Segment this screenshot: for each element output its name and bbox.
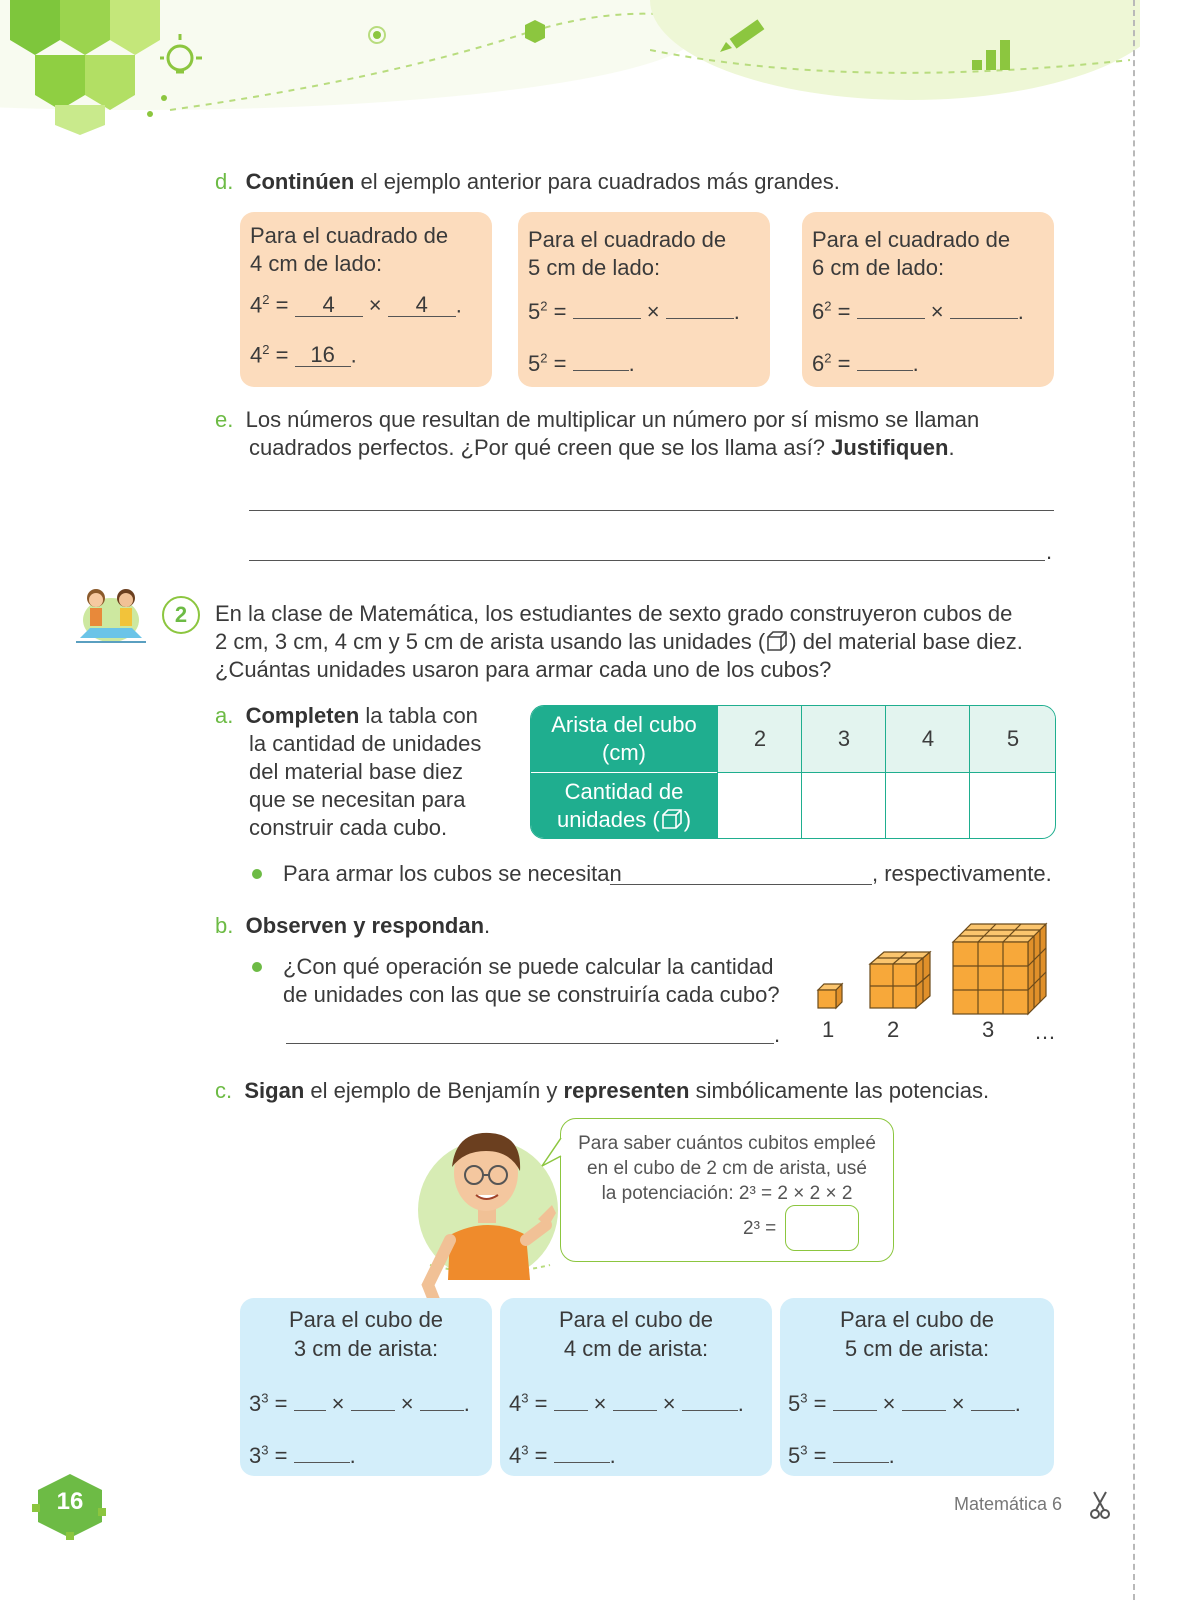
box-line2: 3 cm de arista: [293,1336,439,1361]
equation-result: $6^2$ = . [812,348,919,377]
bubble-tail [540,1138,564,1168]
units-input-cell[interactable] [801,772,886,838]
edge-cell: 5 [969,706,1056,772]
bubble-line2: en el cubo de 2 cm de arista, usé [587,1158,867,1179]
factor-blank[interactable] [554,1388,588,1411]
scissors-icon [1088,1490,1112,1520]
equation-result: $4^2 = 16$ . [250,342,357,368]
equation-product: $5^3$ = × × . [788,1388,1021,1417]
equation-result: $5^2$ = . [528,348,635,377]
unit-cube-icon [660,808,684,830]
square-box-6 [802,212,1054,387]
equation-result: $4^3$ = . [509,1440,616,1469]
factor-blank[interactable] [950,296,1018,319]
header-right-decoration [650,0,1140,110]
section-b-q1: ¿Con qué operación se puede calcular la cantidad [283,954,774,979]
result-blank[interactable] [857,348,913,371]
section-a-line2: la cantidad de unidades [249,731,482,756]
section-d-instruction: d. Continúen el ejemplo anterior para cuadrados más grandes. [215,169,840,194]
box-line1: Para el cuadrado de [812,227,1011,252]
bullet-dot [252,962,262,972]
cube-label: 2 [887,1017,900,1042]
cut-line [1133,0,1135,1600]
section-a-instruction: a. Completen la tabla con [215,703,478,728]
edge-cell: 3 [801,706,886,772]
bubble-line1: Para saber cuántos cubitos empleé [578,1133,876,1154]
factor-blank[interactable] [833,1388,877,1411]
equation-product: $4^2 = 4 \times 4$ . [250,292,462,318]
section-e-question: e. Los números que resultan de multiplicar un número por sí mismo se llaman [215,407,980,432]
factor-blank[interactable] [902,1388,946,1411]
edge-cell: 2 [717,706,802,772]
problem-number-badge: 2 [162,596,200,634]
result-blank[interactable] [833,1440,889,1463]
square-box-4 [240,212,492,387]
bubble-equation: 2³ = [743,1218,777,1239]
units-input-cell[interactable] [885,772,970,838]
units-input-cell[interactable] [969,772,1056,838]
page-number: 16 [56,1488,84,1515]
result-blank[interactable] [294,1440,350,1463]
answer-line[interactable] [249,510,1054,511]
factor-blank[interactable] [294,1388,326,1411]
kids-reading-icon [70,580,152,644]
bubble-answer-box[interactable] [785,1205,859,1251]
problem2-line1: En la clase de Matemática, los estudiantes de sexto grado construyeron cubos de [215,601,1013,626]
factor-blank[interactable] [666,296,734,319]
answer-line[interactable] [610,884,872,885]
section-e-question-line2: cuadrados perfectos. ¿Por qué creen que se los llama así? Justifiquen. [249,435,955,460]
book-title: Matemática 6 [954,1494,1063,1514]
factor-blank[interactable] [613,1388,657,1411]
result-blank[interactable]: 16 [295,344,351,367]
equation-result: $3^3$ = . [249,1440,356,1469]
box-line2: 4 cm de lado: [250,251,383,276]
cube-box-5 [780,1298,1054,1476]
section-a-line4: que se necesitan para [249,787,466,812]
box-line2: 5 cm de arista: [844,1336,990,1361]
equation-product: $5^2$ = × . [528,296,740,325]
end-dot: . [1046,539,1053,564]
cubes-table [530,705,1056,839]
factor-blank[interactable]: 4 [388,294,456,317]
section-a-line3: del material base diez [249,759,464,784]
section-b-q2: de unidades con las que se construiría cada cubo? [283,982,780,1007]
box-line2: 6 cm de lado: [812,255,945,280]
ellipsis: … [1034,1019,1056,1044]
cube-box-3 [240,1298,492,1476]
bullet-dot [252,869,262,879]
box-line1: Para el cuadrado de [528,227,727,252]
end-dot: . [774,1022,781,1047]
box-line2: 4 cm de arista: [563,1336,709,1361]
table-header-units: Cantidad de unidades ( ) [531,772,717,838]
section-a-line5: construir cada cubo. [249,815,448,840]
equation-product: $6^2$ = × . [812,296,1024,325]
factor-blank[interactable] [420,1388,464,1411]
box-line1: Para el cubo de [558,1307,714,1332]
result-blank[interactable] [554,1440,610,1463]
answer-line[interactable] [249,560,1045,561]
factor-blank[interactable] [573,296,641,319]
speech-bubble [560,1118,894,1262]
bubble-line3: la potenciación: 2³ = 2 × 2 × 2 [601,1183,853,1204]
section-b-instruction: b. Observen y respondan. [215,913,491,938]
factor-blank[interactable]: 4 [295,294,363,317]
square-box-5 [518,212,770,387]
units-input-cell[interactable] [717,772,802,838]
factor-blank[interactable] [971,1388,1015,1411]
equation-product: $3^3$ = × × . [249,1388,470,1417]
box-line1: Para el cubo de [839,1307,995,1332]
equation-product: $4^3$ = × × . [509,1388,744,1417]
cube-label: 3 [982,1017,995,1042]
equation-result: $5^3$ = . [788,1440,895,1469]
problem2-line3: ¿Cuántas unidades usaron para armar cada uno de los cubos? [215,657,832,682]
cubes-illustration [810,918,1060,1018]
table-header-edge: Arista del cubo (cm) [531,706,717,772]
factor-blank[interactable] [857,296,925,319]
box-line1: Para el cuadrado de [250,223,449,248]
factor-blank[interactable] [682,1388,738,1411]
bullet-text: Para armar los cubos se necesitan [283,861,622,886]
factor-blank[interactable] [351,1388,395,1411]
result-blank[interactable] [573,348,629,371]
edge-cell: 4 [885,706,970,772]
box-line1: Para el cubo de [288,1307,444,1332]
section-c-instruction: c. Sigan el ejemplo de Benjamín y representen simbólicamente las potencias. [215,1078,990,1103]
problem2-line2: 2 cm, 3 cm, 4 cm y 5 cm de arista usando las unidades ( ) del material base diez. [215,629,1023,654]
answer-line[interactable] [286,1043,774,1044]
bullet-text-end: , respectivamente. [872,861,1052,886]
header-decoration [0,0,700,140]
unit-cube-icon [765,630,789,652]
cube-box-4 [500,1298,772,1476]
box-line2: 5 cm de lado: [528,255,661,280]
cube-label: 1 [822,1017,835,1042]
